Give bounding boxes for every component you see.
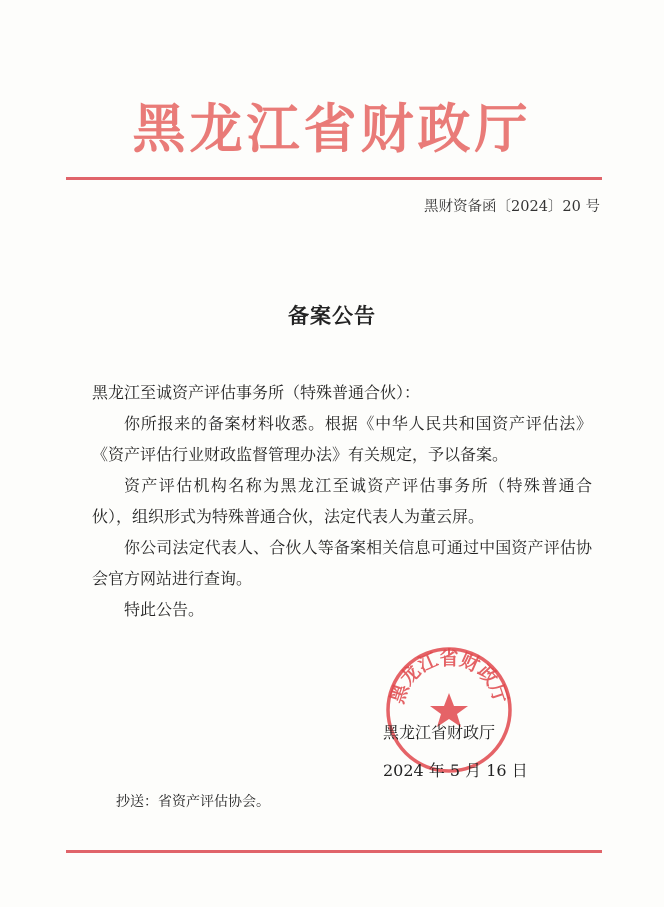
issuer-signature: 黑龙江省财政厅 <box>383 723 496 742</box>
bottom-red-rule <box>66 850 602 853</box>
paragraph-2: 资产评估机构名称为黑龙江至诚资产评估事务所（特殊普通合伙），组织形式为特殊普通合伙，法定代表人为董云屏。 <box>92 476 592 526</box>
notice-body <box>92 377 592 625</box>
notice-title: 备案公告 <box>288 303 376 328</box>
letterhead-title: 黑龙江省财政厅 <box>132 98 532 160</box>
paragraph-4: 特此公告。 <box>124 600 205 619</box>
issue-date: 2024 年 5 月 16 日 <box>383 761 528 780</box>
paragraph-1: 你所报来的备案材料收悉。根据《中华人民共和国资产评估法》《资产评估行业财政监督管理办法》有关规定，予以备案。 <box>92 414 592 464</box>
document-number: 黑财资备函〔2024〕20 号 <box>424 199 600 215</box>
paragraph-3: 你公司法定代表人、合伙人等备案相关信息可通过中国资产评估协会官方网站进行查询。 <box>92 538 592 588</box>
official-seal-icon <box>384 645 514 775</box>
svg-text:黑龙江省财政厅: 黑龙江省财政厅 <box>386 647 512 707</box>
top-red-rule <box>66 177 602 180</box>
cc-line: 抄送：省资产评估协会。 <box>116 794 270 810</box>
salutation: 黑龙江至诚资产评估事务所（特殊普通合伙）： <box>92 383 421 402</box>
